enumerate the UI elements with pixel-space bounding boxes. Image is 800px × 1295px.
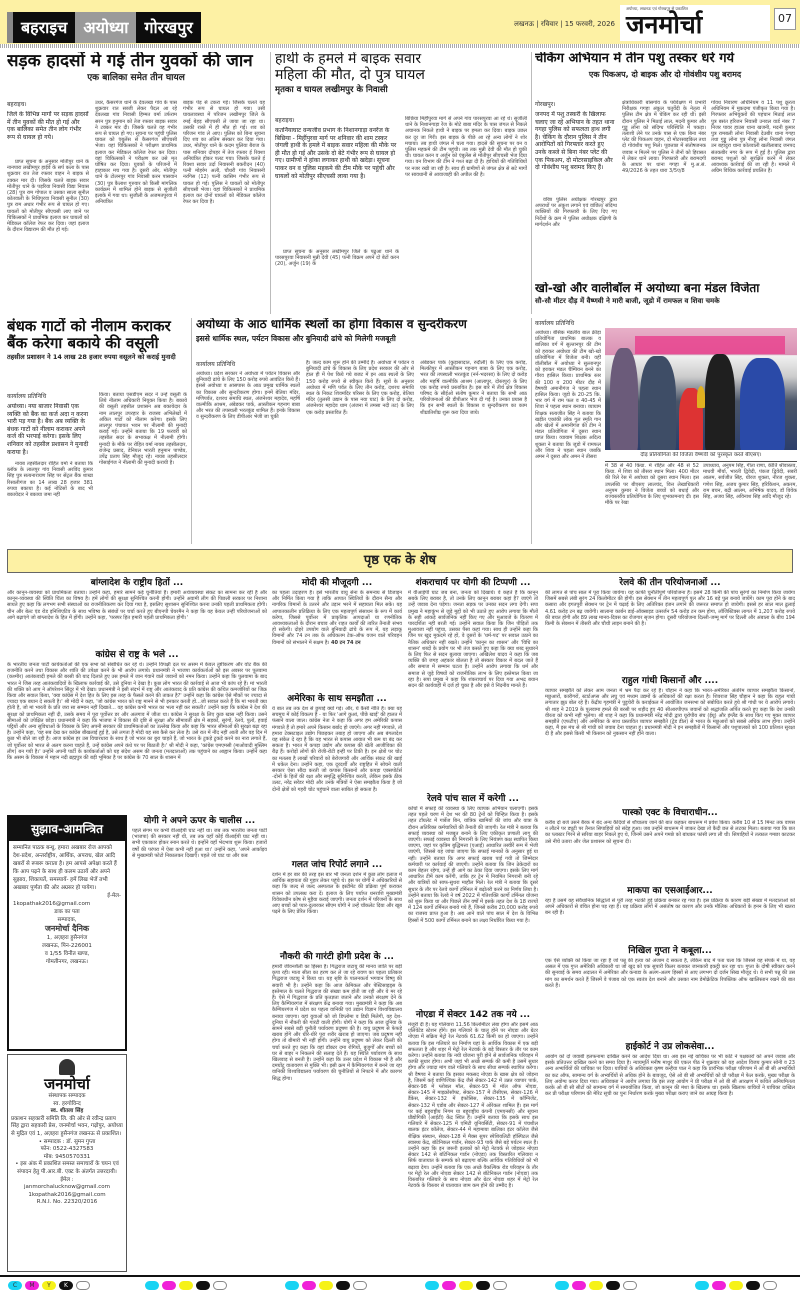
refer-text: हमारी जीवनशैली का हिस्सा है। गिद्धराज जटायु की मानव जाति पर बड़ी कृपा रही। माता सीता का हरण कर ले जा रहे रावण का पहला प्रतिकार गिद्धराज जटायु ने किया था। यह सृष्टि के पालनकर्ता भगवान विष्णु की सवारी भी है। उन्होंने कहा कि आज केमिकल और पेस्टिसाइड्स के इस्तेमाल के चलते गिद्धराज की संख्या कम होती जा रही और ये मर रहे हैं। ऐसे में गिद्धराज के प्रति कृतज्ञता जताने और उनको संरक्षण देने के लिए कैम्पियरगंज में संरक्षण केंद्र बनाया गया। मुख्यमंत्री ने कहा कि अब कैम्पियरगंज में प्रदेश का पहला वानिकी एवं उद्यान विज्ञान विश्वविद्यालय बनाया जाएगा। यहां युवाओं को जो डिप्लोमा व डिग्री मिलेगी, वह देश-दुनिया में नौकरी की गारंटी वाली होगी। योगी ने कहा कि आज दुनिया के सामने सबसे बड़ी चुनौती पर्यावरण प्रदूषण की है। वायु प्रदूषण से फेफड़े खराब होंगे और धीरे-धीरे पूरा शरीर खराब हो जाएगा। जब प्रदूषण नहीं होगा तो बीमारी भी नहीं होगी। उन्होंने वायु प्रदूषण को लेकर दिल्ली की चर्चा करते हुए कहा कि वहां डॉक्टर दमा रोगियों, बुजुर्गों और बच्चों को घर से बाहर न निकलने की सलाह देते हैं। यह स्थिति पर्यावरण के साथ खिलवाड़ से बनती है। उन्होंने कहा कि उत्तर प्रदेश में विकास भी है और दमघोंटू वातावरण से मुक्ति भी। इसी क्रम में कैम्पियरगंज में बनने जा रहा वानिकी विश्वविद्यालय पर्यावरण की चुनौतियों से निपटने में और कारगर सिद्ध होगा।: [272, 964, 402, 1082]
yellow-mark: [179, 1281, 193, 1290]
tab-bahraich[interactable]: बहराइच: [13, 12, 75, 43]
story2-dateline-box: [275, 116, 399, 125]
story4-dateline-box: [7, 392, 93, 401]
refer-kicker: माकपा का एसआईआर...: [627, 886, 713, 896]
black-mark: [196, 1281, 210, 1290]
email-link[interactable]: 1kopathak2016@gmail.com: [13, 901, 91, 907]
refer-kicker: हाईकोर्ट ने उप्र लोकसेवा...: [625, 1042, 715, 1052]
section-tabs: [7, 12, 201, 43]
story3-dateline: गोरखपुर।: [535, 100, 617, 109]
story1-col3: बाइक पेड़ से टकरा गई। जिसके चलते वह गंभीर रूप से घायल हो गया। उसी घायलावस्था में परिजन लखीमपुर जिले के रमई बेहड़ सीएचसी ले जाया जा रहा था। उसकी रास्ते में ही मौत हो गई। शव को परिजन गांव ले आए। पुलिस को बिना सूचना दिए शव का अंतिम संस्कार कर दिया गया। उधर, मोतीपुर थाने के कदम पुलिया बैराज के पास शनिवार दोपहर में तेज रफ्तार ई रिक्शा अनियंत्रित होकर पलट गया। जिसके चलते ई रिक्शा सवार उर्दा निवासनी बकरीदन (40) पत्नी मोहर्रम अली, चौधरी गांव निवासनी नरगिस (12) पत्नी कासिम गंभीर रूप से घायल हो गई। पुलिस ने घायलों को मोतीपुर सीएचसी भेजा। वहां चिकित्सकों ने प्राथमिक इलाज कर दोनों घायलों को मेडिकल कॉलेज रेफर कर दिया है।: [183, 100, 265, 206]
photo-person: [705, 354, 735, 450]
column-rule: [270, 52, 271, 314]
trophy-icon: [697, 386, 705, 408]
story2-col1-text: प्राप्त सूचना के अनुसार लखीमपुर जिले के पढुआ थाने के पारसपुरवा निवासनी मुन्नी देवी (45) पत्नी विक्रम अपने दो बेटों करन (20), अर्जुन (19) के: [275, 249, 399, 268]
story1-headline: सड़क हादसों मे गई तीन युवकों की जान: [7, 52, 253, 71]
logo-tagline: अयोध्या, लखनऊ एवं गोरखपुर से प्रकाशित: [626, 6, 688, 11]
refer-text: मंजूरी दी है। यह गलियारा 11.56 किलोमीटर लंबा होगा और इसमें आठ एलिवेटेड स्टेशन होंगे। इस गलियारे के चालू होने पर नोएडा और ग्रेटर नोएडा में सक्रिय मेट्रो रेल नेटवर्क 61.62 किमी का हो जाएगा। उन्होंने बताया कि इस गलियारे का निर्माण यहां के आर्थिक विकास में एक बड़ी सफलता है और शहर में मेट्रो रेल नेटवर्क के बड़े विस्तार के तौर पर काम करेगा। उन्होंने बताया कि नयी योजना पूरी होने से सार्वजनिक परिवहन में काफी सुधार होगा। अभी जहां भी अच्छे सम्पर्क की कमी है उसमें सुधार होगा और ज्यादा मांग वाले गलियारे के साथ सीधा सम्पर्क स्थापित करेगा। श्री वैष्णव ने बताया कि इसका मकसद नोएडा के खास क्षेत्र को जोड़ना है, जिसमें कई वाणिज्यिक केंद्र जैसे सेक्टर-142 में उन्नत व्यापार पार्क, सेक्टर-98 में ग्लोबल मॉल, सेक्टर-93 में मॉल ऑफ नोएडा, सेक्टर-145 में माइक्रोसॉफ्ट, सेक्टर-157 में टीसीएस, सेक्टर-126 में डैंकेस, सेक्टर-132 में इंफोसिस, सेक्टर-135 में कॉग्निजेंट, सेक्टर-132 में एडोब और सेक्टर-127 में ओरेकल शामिल हैं। इस मार्ग पर कई बहुराष्ट्रीय निगम या बहुराष्ट्रीय कंपनी (एमएनसी) और सूचना प्रौद्योगिकी (आईटी) केंद्र स्थित हैं। उन्होंने बताया कि इसके साथ इस गलियारे में सेक्टर-125 में एमिटी यूनिवर्सिटी, सेक्टर-91 में पंचशील बालक इंटर कॉलेज, सेक्टर-44 में महामाया बालिका इंटर कॉलेज जैसे शैक्षिक संस्थान, सेक्टर-128 में मैक्स सुपर स्पेशियलिटी हॉस्पिटल जैसे स्वास्थ्य केंद्र, बॉटेनिकल गार्डन, सेक्टर-93 पार्क जैसे बड़े पर्यटन स्थल हैं। उन्होंने कहा कि इन जरूरी इलाकों को मेट्रो नेटवर्क से जोड़कर नोएडा सेक्टर 142 से बॉटेनिकल गार्डन (नोएडा) तक विस्तारित गलियारा न सिर्फ यातायात के सम्पर्क को बढ़ाएगा बल्कि आर्थिक गतिविधियों को भी बढ़ावा देगा। उन्होंने बताया कि एक अच्छे वैकल्पिक रोड परिवहन के तौर पर मेट्रो रेल और नोएडा सेक्टर 142 से बॉटेनिकल गार्डन (नोएडा) तक विस्तारित गलियारे के साथ नोएडा और ग्रेटर नोएडा शहर में मेट्रो रेल नेटवर्क के विस्तार से यातायात जाम कम होने की उम्मीद है।: [408, 1022, 538, 1190]
refer-text: दर्शन में हर बार की तरह इस बार भी जनता दर्शन में कुछ लोग इलाज में आर्थिक सहायता की गुहार लेकर पहुंचे थे। इस पर योगी ने अधिकारियों से कहा कि जल्द से जल्द अस्पताल के इस्टीमेट की प्रक्रिया पूर्ण कराकर शासन को उपलब्ध करा दें। इलाज के लिए पर्याप्त धनराशि मुख्यमंत्री विवेकाधीन कोष से मुहैया कराई जाएगी। जनता दर्शन में परिजनों के साथ आए बच्चों को प्यार-दुलारकर सीएम योगी ने उन्हें चॉकलेट दिया और खूब पढ़ने के लिए प्रेरित किया।: [272, 872, 402, 916]
cyan-mark: [285, 1281, 299, 1290]
paper-name: जनमोर्चा दैनिक: [44, 924, 90, 933]
story5-dateline: कार्यालय प्रतिनिधि: [196, 360, 300, 369]
masthead: [0, 0, 800, 44]
address-line: गोमतीनगर, लखनऊ।: [46, 959, 88, 965]
registration-marks: [695, 1281, 777, 1290]
story4-col1: [7, 461, 93, 544]
refer-kicker: शंकराचार्य पर योगी की टिप्पणी ...: [415, 578, 531, 588]
story4-dateline: कार्यालय प्रतिनिधि: [7, 392, 93, 401]
refer-text: में वीआईपी घाट जब बना, जनता को दिखायें। वे कहते हैं कि कानून सबके लिए बराबर है, तो उनके लिए कानून बराबर कहां है? जाएंगे तो उन्हें जवाब देना पड़ेगा। जनता सड़क पर उनका सदन लगा देगी। सपा प्रमुख ने महाकुंभ से जुड़े मुद्दों को भी उठाते हुए आरोप लगाया कि मौतों के सही आंकड़े सार्वजनिक नहीं किए गए और मुआवजे के वितरण में पारदर्शिता नहीं बरती गई। उन्होंने सवाल किया कि जिन पीड़ितों तक मुआवजा नहीं पहुंचा, उसका पैसा कहां गया। साथ ही उन्होंने कहा कि जिन पर खुद मुकदमे रहे हों, वे दूसरों के 'धर्म-पद' पर सवाल उठाने का नैतिक अधिकार नहीं रखते। उन्होंने 'कानून का शासन' और 'विधि का शासन' शब्दों के प्रयोग पर भी तंज कसते हुए कहा कि क्या शब्द सुधारने के लिए फिर से सदन बुलाया जाएगा। अखिलेश यादव ने कहा कि जब व्यक्ति की जगह अहंकार बोलता है तो संस्कार विकार में बदल जाते हैं और समाज में सम्मान घटता है। उन्होंने आरोप लगाया कि धर्म और समाज से जुड़े विषयों को राजनीतिक लाभ के लिए इस्तेमाल किया जा रहा है। सपा प्रमुख ने कहा कि शंकराचार्य पर दिया गया अभद्र बयान सदन की कार्यवाही में दर्ज हो चुका है और इसे वे निंदनीय मानते हैं।: [408, 590, 538, 690]
refer-text: करीब दो बजे उसने बैरक में बंद अन्य कैदियों से शौचालय जाने की बात कहकर बाथरूम में प्रवेश किया। करीब 10 से 15 मिनट तक वापस न लौटने पर ड्यूटी पर तैनात सिपाहियों को संदेह हुआ। जब उन्होंने बाथरूम में जाकर देखा तो कैदी छत से लटका मिला। बताया गया कि छत का प्लास्टर गिरने से सरिया बाहर निकले हुए थे, जिनमें उसने अपने गमछे को बांधकर फांसी लगा ली थी। सिपाहियों ने तत्काल गमछा काटकर उसे नीचे उतारा और जेल प्रशासन को सूचना दी।: [545, 820, 795, 845]
founder-name: स्व. हरगोविन्द: [53, 1100, 81, 1107]
newspaper-logo: [620, 5, 770, 41]
story5-head: [196, 318, 527, 358]
yellow-mark: [729, 1281, 743, 1290]
story5-col3: अंबेडकर पार्क (कुड़ासादात, रुदौली) के लिए एक करोड़, मिल्कीपुर में आस्तीकन गहनाग बाबा के लिए एक करोड़, भरत की तपस्थली भरतकुंड (नर्न-भदरसा) के लिए दो करोड़ और महर्षि वाल्मीकि आश्रम (आलापुर, दोस्तपुर) के लिए एक करोड़ रुपये प्रस्तावित है। इस बारे में तीर्थ क्षेत्र विकास परिषद के सीईओ संतोष कुमार ने बताया कि सभी आठ परियोजनाओं की डीपीआर भेज दी गई है। उनका प्रयास है कि इन सभी स्थलों के विकास व सुन्दरीकरण का काम शीघ्रातिशीघ्र शुरू करा दिया जाये।: [420, 360, 527, 416]
black-mark: [606, 1281, 620, 1290]
editor-label: सम्पादक,: [57, 917, 77, 923]
story3-lead: जनपद में पशु तस्करी के खिलाफ चलाए जा रहे अभियान के तहत थाना गगहा पुलिस को सफलता हाथ लगी है। चेकिंग के दौरान पुलिस ने तीन आरोपितों को गिरफ्तार करते हुए उनके कब्जे से बिना नंबर प्लेट की एक पिकअप, दो मोटरसाइकिल और दो गोवंशीय पशु बरामद किए हैं।: [535, 111, 615, 172]
story2-headline-2: महिला की मौत, दो पुत्र घायल: [275, 66, 425, 83]
story4-col2: किया। बताया एसडीएम सदर ने उन्हें वसूली के लिये नीलाम अधिकारी नियुक्त किया है। बकाये की वसूली तहसील प्रशासन अब बकायेदार के नाम लालपुर उपरहार के राजस्व अभिलेखों में अंकित गाटों को नीलाम करेगा। इसके लिए लालपुर पंचायत भवन पर नीलामी की मुनादी कराई गई। उन्होंने बताया कि 19 फरवरी को तहसील सदर के सभाकक्ष में नीलामी होगी। मुनादी के मौके पर रोहित वर्मा नायब तहसीलदार, राजेन्द्र प्रसाद, डेनियल भारती हनुमान पाण्डेय, उपेंद्र प्रताप सिंह मौजूद रहे। नायब तहसीलदार गोसाईगंज ने नीलामी की मुनादी करायी है।: [99, 392, 187, 467]
story5-col1: अयोध्या। प्रदेश सरकार ने अयोध्या में पर्यटन विकास और बुनियादी ढांचे के लिए 150 करोड़ रुपये आवंटित किये हैं। इससे अयोध्या व आसपास के आठ प्रमुख धार्मिक स्थलों का विकास और सुन्दरीकरण होगा। इनमें बेतिया मंदिर, मणिपर्वत, दशरथ समाधि स्थल, अंजनेश्वर महादेव, महर्षि वाल्मीकि आश्रम, अंबेडकर पार्क, आस्तीकन गहनाग बाबा और भरत की तपस्थली भरतकुंड शामिल हैं। इनके विकास व सुन्दरीकरण के लिए डीपीआर भेजी जा चुकी: [196, 371, 300, 421]
crosshair-icon: [623, 1281, 637, 1290]
yellow-mark: [319, 1281, 333, 1290]
registration-marks: [555, 1281, 637, 1290]
story1-lead: जिले के विभिन्न मार्गो पर सड़क हादसों में तीन युवकों की मौत हो गई और एक बालिका समेत तीन लोग गंभीर रूप से घायल हो गये।: [7, 111, 89, 141]
story5-headline: अयोध्या के आठ धार्मिक स्थलों का होगा विकास व सुन्दरीकरण: [196, 318, 467, 331]
refer-kicker: रेलवे की तीन परियोजनाओं ...: [619, 578, 721, 588]
refer-text: का पहला उदाहरण है। इसे भारतीय वायु सेना के समन्वय से डिजाइन और निर्मित किया गया है ताकि आपात स्थितियों के दौरान सैन्य और नागरिक विमानों के उतरने और उड़ान भरने में सहायता मिल सके। यह आपातकालीन प्रतिक्रिया के लिए एक महत्वपूर्ण संसाधन के रूप में कार्य करेगा, जिससे पूर्वोत्तर में प्राकृतिक आपदाओं या रणनीतिक आवश्यकताओं के दौरान बचाव और राहत कार्यों की त्वरित तैनाती संभव हो सकेगी। दोहरे उपयोग वाले बुनियादी ढांचे के रूप में, यह लड़ाकू विमानों और 74 टन तक के अधिकतम टेक-ऑफ वजन वाले परिवहन विमानों को संभालने में सक्षम है।: [272, 590, 402, 646]
address-line: लखनऊ, पिन-226001: [42, 943, 92, 949]
publisher-line: प्रकाशन सहकारी समिति लि. की ओर से रवीन्द्र प्रताप सिंह द्वारा सहकारी प्रेस, जनमोर्चा भवन, गढ़ोपुर, अयोध्या से मुद्रित एवं 1, अज़हरा हुसैनगंज लखनऊ से प्रकाशित।: [11, 1115, 123, 1137]
continued-section-band: पृष्ठ एक के शेष: [7, 549, 793, 573]
refer-kicker: रेलवे पांच साल में करेगी ...: [427, 794, 519, 804]
refer-kicker: पास्को एक्ट के विचाराधीन...: [622, 808, 718, 818]
editor-line: • सम्पादक : डॉ. सुमन गुप्ता: [38, 1138, 96, 1145]
story6-col2: में 38 से 40 किग्रा. में रोहित और 48 से 52 किग्रा. में शिवा को तीसरा स्थान मिला। 400 मीटर की रिले रेस में अयोध्या को दूसरा स्थान मिला। इस उपलब्धि पर बीएसए लालचंद, वित्त लेखाधिकारी अनुपम कुमार ने विजेता बच्चों को बधाई और राज्यस्तरीय प्रतियोगिता के लिए शुभकामनाएं दीं। इस मौके पर रेखा: [605, 463, 699, 507]
refer-text: पहले संगम पर कभी वीआईपी घाट नहीं था। जब तक भारतीय जनता पार्टी (भाजपा) की सरकार नहीं थी, तब तक वहाँ कोई वीआईपी घाट नहीं था। सभी एकाकार होकर स्नान करते थे। इन्होंने वहाँ भेदभाव शुरू किया। हजारों वर्षों की परंपरा में ऐसा कभी नहीं हुआ था।' उन्होंने कहा, 'अपने आर्काइव से मुख्यमंत्री फोटो निकालकर दिखाएँ। पहले जो घाट था और कब: [132, 828, 267, 859]
bottom-rule: [0, 1275, 800, 1277]
registration-marks: [145, 1281, 227, 1290]
rni-number: R.N.I. No. 22320/2016: [36, 1199, 98, 1206]
story6-dateline-box: [535, 319, 601, 328]
refer-kicker: योगी ने अपने ऊपर के चालीस ...: [143, 816, 256, 826]
refer-text: की लागत से पांच साल में पूरा किया जायेगा। यह काफी चुनौतीपूर्ण परियोजना है। इसमें 28 किमी की पांच सुरंगों का निर्माण किया जायेगा जिसमें सबसे लंबी सुरंग 24 किलोमीटर की होगी। इस सेक्शन में तीन महत्वपूर्ण पुल और 16 बड़े पुल बनाये जायेंगे। काम पूरा होने के बाद कसारा और इगतपुरी सेक्शन पर ट्रेन में चढ़ाई के लिए अतिरिक्त इंजन लगाने की जरूरत समाप्त हो जायेगी। इससे हर साल माल ढुलाई 4.61 करोड़ टन बढ़ जायेगी। सालाना कार्बन डाई-ऑक्साइड उत्सर्जन 54 करोड़ टन कम होगा, लॉजिस्टिक्स लागत में 1,207 करोड़ रुपये की बचत होगी और 89 लाख मानव-दिवस का रोजगार सृजन होगा। दूसरी परियोजना दिल्ली-जम्मू मार्ग पर दिल्ली और अंबाला के बीच 194 किमी के सेक्शन में तीसरी और चौथी लाइन बनाने की है।: [545, 590, 795, 628]
story4-lead: अयोध्या। नया बाजार निवासी एक व्यक्ति को बैंक का कर्ज अदा न करना भारी पड़ गया है। बैंक अब व्यक्ति के बंधक गाटों को नीलाम कराकर अपने कर्ज की भरपाई करेगा। इसके लिए शनिवार को तहसील प्रशासन ने मुनादी कराया है।: [7, 403, 89, 456]
refer-text: एक ऐसे व्यक्ति को किया जा रहा है जो पन्नू की हत्या को अंजाम दे सकता है, लेकिन बाद में पता चला कि जिससे वह संपर्क में था, वह असल में एक गुप्त अमेरिकी अधिकारी था जो खुद को एक सुपारी किलर बताकर जानकारी इकट्ठी कर रहा था। गुप्ता के दोषी स्वीकार करने की सुनवाई के समय अदालत में अमेरिका और कनाडा के अलग-अलग हिस्सों से आए लगभग दो दर्जन सिख मौजूद थे। ये सभी पन्नू की उस मांग का समर्थन करते हैं जिसमें वे पंजाब को एक स्वतंत्र देश बनाने और उसका नाम डेमोक्रेटिक रिपब्लिक ऑफ खालिस्तान रखने की बात करते हैं।: [545, 958, 795, 989]
founder-label: संस्थापक सम्पादक: [48, 1093, 86, 1099]
photo-person: [640, 356, 676, 450]
crosshair-icon: [493, 1281, 507, 1290]
refer-text: रहा है उसमें यह संवैधानिक सिद्धांतों से पूरी तरह भटकी हुई प्रक्रिया बनकर रह गया है। इस प्रक्रिया के कारण बड़ी संख्या में मतदाताओं को अपने अधिकारों से वंचित होना पड़ रहा है। यह प्रक्रिया लोगों में असंतोष का कारण और उनके मौलिक अधिकारों के हनन के लिए भी खतरा बन रही है।: [545, 898, 795, 917]
column-rule: [531, 318, 532, 544]
story2-dateline: बहराइच।: [275, 116, 399, 125]
refer-kicker: अमेरिका के साथ समझौता ...: [287, 694, 387, 704]
registration-marks: [8, 1281, 90, 1290]
tab-ayodhya[interactable]: अयोध्या: [75, 12, 136, 43]
story4-headline-2: बैंक करेगा बकाये की वसूली: [7, 333, 159, 352]
refer-text: और कानून-व्यवस्था को प्राथमिकता बताया। उन्होंने कहा, हमारे सामने कई चुनौतियां हैं। हमारी अर्थव्यवस्था संकट का सामना कर रही है और कानून-व्यवस्था की स्थिति चिंता का विषय है। हमें लोगों की सुरक्षा सुनिश्चित करनी होगी। उन्होंने अवामी लीग की पिछली सरकार पर निशाना साधते हुए कहा कि लगभग सभी संस्थाओं का राजनीतिकरण कर दिया गया है, इसलिए सुशासन सुनिश्चित करना उनकी पहली प्राथमिकता होगी। चीन और बेल्ट एंड रोड इनिशिएटिव के साथ भविष्य के संबंधों पर चर्चा करते हुए बीएनपी चेयरमैन ने कहा कि वह केवल उन्हीं परियोजनाओं को आगे बढ़ाएंगे जो बांग्लादेश के हित में होंगी। उन्होंने कहा, 'परस्पर हित हमारी पहली प्राथमिकता होगी।': [7, 590, 267, 621]
story1-dateline-box: [7, 100, 89, 109]
award-photo: [605, 328, 797, 450]
photo-person: [610, 348, 638, 450]
story4-col1-text: नायब तहसीलदार रोहित वर्मा ने बताया कि ब्लॉक के लालपुर गांव निवासी अरविंद कुमार सिंह पुत्र सत्यनारायण सिंह पर सेंट्रल बैंक शाखा रिसालीगंज का 14 लाख 28 हजार 381 रुपया बकाया है। कई नोटिसों के बाद भी बकायेदार ने बकाया जमा नहीं: [7, 461, 93, 499]
founder-name: स्व. शीतला सिंह: [50, 1108, 84, 1115]
magenta-mark: [162, 1281, 176, 1290]
crosshair-icon: [213, 1281, 227, 1290]
suggestions-body: सम्मानित पाठक बन्धु, हमारा अखबार रोज आपको देश-प्रदेश, अन्तर्राष्ट्रीय, आर्थिक, अपराध, खेल आदि खबरों से रूबरू कराता है। हम आपसे अपेक्षा करते हैं कि आप पढ़ने के साथ ही कलम उठायें और अपने सुझाव, शिकायतें, समस्यायें- हमें लिख भेजें तभी अखबार पूर्णता की ओर अग्रसर हो पायेगा।: [13, 845, 117, 891]
refer-kicker: निखिल गुप्ता ने कबूला...: [628, 946, 712, 956]
registration-marks: [285, 1281, 367, 1290]
story4-subhead: तहसील प्रशासन ने 14 लाख 28 हजार रुपया वसूलने को कराई मुनादी: [7, 352, 176, 361]
postal-label: डाक का पता: [54, 909, 80, 915]
yellow-mark: Y: [42, 1281, 56, 1290]
cyan-mark: [555, 1281, 569, 1290]
story3-col1: [535, 197, 617, 279]
cyan-mark: C: [8, 1281, 22, 1290]
story1-subhead: एक बालिका समेत तीन घायल: [87, 73, 185, 84]
refer-text: ये बात तब तक देश से छुपाई क्यों गई। और, ये कैसी नीति है। क्या यह सचमुच में कोई विकल्प है - या फिर 'आगे कुआं, पीछे खाई' की हालत में फंसाने वाला जाल। कांग्रेस नेता ने कहा कि अगर हम अमेरिकी कपास मंगवाते हैं तो हमारे अपने किसान बर्बाद हो जाएंगे। अगर नहीं मंगवाते, तो हमारा टेक्सटाइल उद्योग पिछड़कर तबाह हो जाएगा और अब बंगलादेश यह संकेत दे रहा है कि वह भारत से कपास आयात भी कम या बंद कर सकता है। भारत में कपड़ा उद्योग और कपास की खेती आजीविका की रीढ़ हैं। करोड़ों लोगों की रोजी-रोटी इन्हीं पर टिकी है। इन क्षेत्रों पर चोट का मतलब है लाखों परिवारों को बेरोजगारी और आर्थिक संकट की खाई में धकेल देना। उन्होंने कहा, एक दूरदर्शी और राष्ट्रहित में सोचने वाली सरकार ऐसा सौदा करती जो कपास किसानों और कपड़ा एक्सपोर्टर्स -दोनों के हितों की रक्षा और समृद्धि सुनिश्चित करती, लेकिन इसके ठीक उलट, नरेंद्र सरेंडर मोदी और उनके मंत्रियों ने ऐसा समझौता किया है जो दोनों क्षेत्रों को गहरी चोट पहुंचाने वाला साबित हो सकता है।: [272, 706, 402, 793]
email-label: ईमेल :: [60, 1176, 74, 1183]
column-rule: [191, 318, 192, 544]
masthead-rule: [0, 44, 800, 48]
refer-kicker: बांग्लादेश के राष्ट्रीय हितों ...: [90, 578, 184, 588]
registration-marks: [425, 1281, 507, 1290]
weight-figure: 40 टन: [330, 639, 345, 646]
refer-kicker: राहुल गांधी किसानों और ....: [621, 676, 719, 686]
magenta-mark: M: [25, 1281, 39, 1290]
story1-col1-text: प्राप्त सूचना के अनुसार मोतीपुर थाने के नानपारा लखीमपुर हाईवे के सर्प कला के पास शुक्रवार रात तेज रफ्तार वाहन ने बाइक से टक्कर मार दी। जिसके चलते बाइक सवार मोतीपुर थाने के पड़रिया निवासी विद्या निवास (28) पुत्र राम गोपाल व उसका साला सुनील कोतवाली के निधिपुरवा निवासी सुनील (30) पुत्र राम अधार गंभीर रूप से घायल हो गए। घायलों को मोतीपुर सीएचसी लाए जाने पर चिकित्सकों ने प्राथमिक इलाज कर घायलों को मेडिकल कॉलेज रेफर कर दिया। जहां इलाज के दौरान विद्याराम की मौत हो गई।: [7, 159, 89, 234]
tab-gorakhpur[interactable]: गोरखपुर: [136, 12, 200, 43]
story3-col2: क्षेत्राधिकारी बांसगांव के पर्यवेक्षण में प्रभारी निरीक्षक गगहा अंकुल चतुर्वेदी के नेतृत्व में पुलिस टीम क्षेत्र में चेकिंग कर रही थी। इसी दौरान पुलिस ने मिठाई लाल, मदनी कुमार और गुड्डू लोना को संदिग्ध परिस्थिति में पकड़ा। तलाशी लेने पर उनके पास से एक बिना नंबर प्लेट की पिकअप वाहन, दो मोटरसाइकिल तथा दो गोवंशीय पशु मिले। पूछताछ में संतोषजनक जवाब न मिलने पर पुलिस ने तीनों को हिरासत में लेकर थाने लाया। गिरफ्तारी और बरामदगी के आधार पर थाना गगहा में मु.अ.सं. 49/2026 के तहत धारा 3/5ए/8: [622, 100, 706, 175]
photo-stage-banner: [635, 336, 785, 354]
column-rule: [531, 52, 532, 314]
logo-text: जनमोर्चा: [626, 10, 703, 39]
story1-col1: [7, 159, 89, 314]
story6-dateline: कार्यालय प्रतिनिधि: [535, 319, 601, 328]
story2-headline-1: हाथी के हमले में बाइक सवार: [275, 52, 422, 67]
address-line: 1, अज़हरा हुसैनगंज: [46, 935, 88, 941]
phone-line: फोन: 0522-4327583: [40, 1146, 94, 1153]
story2-col1: [275, 249, 399, 314]
refer-text: आयोग को दो जवाबी हलफनामा दाखिल करने का आदेश दिया था। अब इस नई याचिका पर भी कोर्ट ने पक्षकारों को अपने जवाब और इसके प्रतिउत्तर दाखिल करने का समय दिया है। न्यायमूर्ति मनीष माथुर की एकल पीठ ने शुक्रवार को यह आदेश विजय कुमार सोनी व 23 अन्य अभ्यर्थियों की याचिका पर दिया। याचियों के अधिवक्ता कृष्ण कन्हैया पाल ने कहा कि प्रारंभिक परीक्षा परिणाम में ओ बी सी अभ्यर्थियों का कट ऑफ, सामान्य वर्ग के अभ्यर्थियों से अधिक होने के बावजूद, ऐसे ओ बी सी अभ्यर्थियों को प्री परीक्षा में फेल करके, मुख्य परीक्षा के लिए अयोग्य करार दिया गया। अधिवक्ता ने आरोप लगाया कि इस तरह आयोग ने प्री परीक्षा में ओ बी सी आरक्षण में कथित अनियमितता करके ओ बी सी सीटों को सामान्य वर्ग में समायोजित किया, जो कानून की मंशा के खिलाफ था। इसके खिलाफ याचियों ने याचिका दाखिल कर प्री परीक्षा परिणाम की मेरिट सूची का पुनः निर्धारण करके मुख्य परीक्षा कराए जाने का आग्रह किया है।: [545, 1054, 795, 1098]
mobile-line: मोब: 9450570331: [43, 1153, 91, 1160]
story6-col3: उपाध्याय, अनुपम सिंह, गीता राणा, कीर्ति श्रीवास्तव, माधवी मौर्या, भारती द्विवेदी, पंकज द्विवेदी, सबरी आलम, सर्वजीत सिंह, धीरज शुक्ला, नीरज शुक्ला, गणेश सिंह, अजय कुमार सिंह, हरिकिशन, अकरम, राम बचन, बद्री आलम, अभिषेक यादव, डॉ विवेक सिंह, अजय सिंह, अविनाश सिंह आदि मौजूद रहे।: [703, 463, 797, 501]
refer-text-block: [272, 590, 402, 690]
issue-dateline: लखनऊ | रविवार | 15 फरवरी, 2026: [514, 20, 615, 28]
responsibility-note: • इस अंक में प्रकाशित समस्त समाचारों के चयन एवं संपादन हेतु पी.आर.बी. एक्ट के अंतर्गत उत्तरदायी।: [15, 1161, 119, 1175]
story5-subhead: इससे धार्मिक स्थल, पर्यटन विकास और बुनियादी ढांचे को मिलेगी मजबूती: [196, 334, 396, 344]
email-label: ई-मेल-: [107, 893, 121, 899]
imprint-logo: जनमोर्चा: [44, 1075, 90, 1093]
story3-headline: चेकिंग अभियान में तीन पशु तस्कर धरे गये: [535, 52, 735, 66]
page-number: 07: [774, 8, 796, 30]
pen-nib-icon: [59, 1059, 75, 1075]
cyan-mark: [145, 1281, 159, 1290]
story6-col1: अयोध्या। बेसिक मंडलीय बाल क्रीड़ा प्रतियोगिता प्राथमिक बालक व बालिका वर्ग में सुल्तानपुर की टीम को हराकर अयोध्या की टीम खो-खो प्रतियोगिता में विजेता बनी। वहीं वॉलीबॉल में अयोध्या ने सुल्तानपुर को हराकर मंडल चैम्पियन बनने का गौरव हासिल किया। प्राथमिक स्तर की 100 व 200 मीटर दौड़ में वैष्णवी अमानीगंज ने पहला स्थान हासिल किया। जूडो के 20-25 कि. भार वर्ग में राम फल व 40-45 में शिवा ने पहला स्थान बनाया। व्यायाम शिक्षक सत्यजीत सिंह ने बताया कि खड़ीत एकांकी लोक गुल स्मृति गान और खेलों में अमानीगंज की टीम ने मंडल प्रतियोगिता में दूसरा स्थान प्राप्त किया। व्यायाम शिक्षक अदित्य शुक्ला ने बताया कि जूडो में रामफल और शिवा ने पहला स्थान जबकि अमन ने दूसरा और अमन ने तीसरा: [535, 330, 601, 461]
story3-dateline-box: [535, 100, 617, 109]
photo-person: [740, 358, 785, 450]
magenta-mark: [712, 1281, 726, 1290]
story2-subhead: मृतका व घायल लखीमपुर के निवासी: [275, 85, 388, 96]
crosshair-icon: [353, 1281, 367, 1290]
story5-col2: है। जल्द काम शुरू होने की उम्मीदें हैं। अयोध्या में पर्यटन व बुनियादी ढांचे के विकास के लिए प्रदेश सरकार की ओर से हाल ही में पेश किये गये बजट में इन आठ स्थलों के लिए 150 करोड़ रुपये से स्वीकृत किये हैं। सूत्रों के अनुसार अयोध्या में मणि पर्वत के लिए तीन करोड़, दशरथ समाधि स्थल के निकट शिवमंदिर परिसर के लिए एक करोड़, बेतिया मंदिर (तुलसी उद्यान के पास नया घाट) के लिए दो करोड़, अंजनेश्वर महादेव धाम (अंजना में तमसा नदी तट) के लिए एक करोड़ प्रस्तावित हैं।: [306, 360, 414, 416]
refer-text: कोचों में सफाई की व्यवस्था के लिए व्यापक अभियान चलाएगी। इसके तहत पहले चरण में देश भर की 80 ट्रेनों को चिन्हित किया है। इसके तहत टॉयलेट में गार्बेज बिन, यांत्रिक खामियों की जांच और यात्रा के दौरान अतिरिक्त कर्मचारियों की तैनाती की जाएगी। रेल मंत्री ने बताया कि सफाई व्यवस्था को मजबूत बनाने के लिए एकीकृत प्रणाली लागू की जाएगी। सफाई व्यवस्था की निगरानी के लिए नियंत्रण कक्ष स्थापित किया जाएगा, जहां पर कृत्रिम बुद्धिमत्ता (एआई) आधारित तस्वीरें रूम में भेजी जाएंगी, जिससे यह जांचा जाएगा कि सफाई मानकों के अनुसार हुई या नहीं। उन्होंने बताया कि अगर सफाई खराब पाई गयी तो जिम्मेदार कर्मचारी पर कार्रवाई की जाएगी। उन्होंने बताया कि जिन ठेकेदारों का काम बेहतर रहेगा, उन्हें ही आगे का ठेका दिया जाएगा। इसके लिए मार्ग आधारित टीमें काम करेंगी, ताकि हर ट्रेन में नियमित निगरानी बनी रहे और यात्रियों को साफ-सुथरा माहौल मिले। रेल मंत्री ने बताया कि दूसरे सुधार के तौर पर रेलवे कार्गो टर्मिनल में बढ़ोतरी करने का निर्णय लिया है। उन्होंने बताया कि रेलवे ने वर्ष 2022 में गतिशक्ति कार्गो टर्मिनल योजना को शुरू किया था और पिछले तीन वर्षों में इसके तहत देश के 18 राज्यों में 124 कार्गो टर्मिनल बनाये गये हैं, जिनसे करीब 20,000 करोड़ रुपये का राजस्व प्राप्त हुआ है। अब आने वाले पांच साल में देश के विभिन्न हिस्सों में 500 कार्गो टर्मिनल बनाने का लक्ष्य निर्धारित किया गया है।: [408, 806, 538, 924]
black-mark: [476, 1281, 490, 1290]
story2-col2: बिछिया मिहींपुरवा मार्ग से अपने गांव पारसपुरवा आ रहे थे। सुजौली थाने के निशानगाड़ा रेंज के मोटे बाबा मंदिर के पास जंगल से निकले अचानक निकले हाथी ने बाइक पर हमला कर दिया। बाइक उछल कर दूर जा गिरी। इस बाइक के पीछे आ रहे अन्य लोगों ने शोर मचाया। तब हाथी जंगल में चला गया। हादसे की सूचना पर वन व पुलिस महकमे की टीम पहुंची। तब तक मुन्नी देवी की मौत हो चुकी थी। घायल करन व अर्जुन को एंबुलेंस से मोतीपुर सीएचसी भेज दिया गया। वन विभाग की टीम ने गश्त बढ़ा दी है। हाथियों की गतिविधियों पर नजर रखी जा रही है। साथ ही ग्रामीणों से जंगल क्षेत्र से सटे मार्गों पर सावधानी से आवाजाही की अपील की है।: [405, 116, 527, 178]
story4-headline-1: बंधक गाटों को नीलाम कराकर: [7, 318, 171, 335]
black-mark: [746, 1281, 760, 1290]
story6-head: [535, 282, 797, 318]
story1-head: [7, 52, 265, 98]
story2-head: [275, 52, 527, 114]
refer-kicker: नोएडा में सेक्टर 142 तक नये ...: [415, 1010, 531, 1020]
yellow-mark: [459, 1281, 473, 1290]
refer-kicker: नौकरी की गारंटी होगी प्रदेश के ...: [280, 952, 394, 962]
suggestions-box: [7, 815, 127, 1051]
cyan-mark: [425, 1281, 439, 1290]
story2-lead: कतर्नियाघाट वन्यजीव प्रभाग के निशानगाड़ा वनरेंज के बिछिया - मिहींपुरवा मार्ग पर शनिवार की शाम टस्कर जंगली हाथी के हमले में बाइक सवार महिला की मौके पर ही मौत हो गई और उसके दो बेटे गंभीर रूप से घायल हो गए। ग्रामीणों ने हांका लगाकर हाथी को खदेड़ा। सूचना पाकर वन व पुलिस महकमे की टीम मौके पर पहुंची और घायलों को मोतीपुर सीएचसी लाया गया है।: [275, 127, 397, 180]
email-link[interactable]: 1kopathak2016@gmail.com: [28, 1191, 106, 1198]
refer-kicker: गलत जांच रिपोर्ट लगाने ...: [291, 860, 383, 870]
black-mark: K: [59, 1281, 73, 1290]
story6-subhead: सौ-सौ मीटर दौड़ में वैष्णवी ने मारी बाजी, जूडो में रामफल व शिवा चमके: [535, 297, 720, 306]
yellow-mark: [589, 1281, 603, 1290]
story1-col2: उधर, कैसरगंज थाने के देवलखा गांव के पास शुक्रवार रात सब्जी लेकर पैदल आ रहे देवलखा गांव निवासी हिम्मत वर्मा उर्फराम सरन पुत्र हनुमान को तेज रफ्तार बाइक सवार ने टक्कर मार दी। जिसके चलते वह गंभीर रूप से घायल हो गए। सूचना पर पहुंची पुलिस घायल को एंबुलेंस से कैसरगंज सीएचसी भेजा। वहां चिकित्सकों ने परीक्षण प्राथमिक इलाज कर मेडिकल कॉलेज रेफर कर दिया। वहां चिकित्सकों ने परीक्षण कर उसे मृत घोषित कर दिया। युवकों के परिजनों में हाहाकार मच गया है। दूसरी ओर, मोतीपुर थाने के टोलनपुर गांव निवासी करन पासवान (30) पुत्र कैलाश गुरुवार को किसी मांगलिक कार्यक्रम में शामिल होने बाइक से सुजौली इलाके में गया था। सुजौली के अजमतपुरवा में अनियंत्रित: [95, 100, 177, 206]
black-mark: [336, 1281, 350, 1290]
story3-subhead: एक पिकअप, दो बाइक और दो गोवंशीय पशु बरामद: [588, 69, 742, 79]
weight-figure: 74 टन: [346, 639, 361, 646]
story3-col3: गोवध निवारण अधिनियम व 11 पशु क्रूरता अधिनियम में मुकदमा पंजीकृत किया गया है। गिरफ्तार अभियुक्तों की पहचान मिठाई लाल पुत्र बसंत हरिजन निवासी उनवल वार्ड नंबर 7 निजर पावर हाउस थाना खजनी, मदनी कुमार पुत्र रामबली लोना निवासी देउबीर थाना गगहा तथा गुड्डू लोना पुत्र नीरहू लोना निवासी जंगल उन बहादुरा थाना कोतवाली खलीलाबाद जनपद संतकबीर नगर के रूप में हुई है। पुलिस द्वारा बरामद पशुओं को सुरक्षित करने में लेकर आवश्यक कार्रवाई की जा रही है। मामले में अग्रिम विधिक कार्रवाई प्रचलित है।: [711, 100, 795, 175]
address-line: व 1/55 विनीत खण्ड,: [44, 951, 90, 957]
suggestions-title: सुझाव-आमन्त्रित: [9, 817, 125, 841]
refer-text: के भारतीय जनता पार्टी कार्यकर्ताओं की एक सभा को संबोधित कर रहे थे। उन्होंने विपक्षी दल पर असम में केवल तुष्टीकरण और वोट बैंक की राजनीति करने तथा विकास और शांति की उपेक्षा करने के भी आरोप लगाये। प्रधानमंत्री ने भाजपा कार्यकर्ताओं को इस अवसर पर पुलवामा (कश्मीर) आतंकवादी हमले की बरसी की याद दिलाते हुए उस हमले में जान गंवाने वाले जवानों को नमन किया। उन्होंने कहा कि पुलवामा के बाद भारत ने जिस तरह आतंकवादियों के खिलाफ कार्रवाई की, उसे दुनिया ने देखा है। कुछ लोग भारत की कार्रवाई से आज भी कांप रहे हैं। मां भारती की शक्ति को आप ने ऑपरेशन सिंदूर में भी देखा। प्रधानमंत्री ने इसी संदर्भ में राष्ट्र और आतंकवाद के प्रति कांग्रेस की कथित कमजोरियों का जिक्र किया और सवाल किया, 'क्या कांग्रेस में देश हित के लिए इस तरह के फैसले करने की ताकत है?' उन्होंने कहा कि कांग्रेस ऐसे मौकों पर ज्यादा से ज्यादा एक बयान दे सकती है।' श्री मोदी ने कहा, 'जो कांग्रेस भारत को राष्ट्र मानने से भी इनकार करती हो...जो सवाल करते हैं कि मां भारती क्या होती है, जो मां भारती के प्रति जरा सा सम्मान नहीं दिखाते... वह कांग्रेस कभी भारत का भला नहीं कर सकती।' उन्होंने कहा कि कांग्रेस ने देश की सुरक्षा को प्राथमिकता नहीं दी, उसके समय में पूरा पूर्वोत्तर डर और अलगाव में जीता था। कांग्रेस ने सुरक्षा के लिए कुछ खास नहीं किया। उसने सीमाओं को उपेक्षित छोड़ा। प्रधानमंत्री ने कहा कि भाजपा ने विकास की दृष्टि से सुरक्षा और सीमावर्ती क्षेत्र में सड़कों, सुरंगों, रेलवे, पुलों, हवाई पट्टियों और अन्य सुविधाओं के विकास के लिए अपनी सरकार की प्राथमिकताओं का उल्लेख किया और कहा कि भारत सीमाओं की सुरक्षा बढ़ा रहा है। उन्होंने कहा, 'यह सब देख कर कांग्रेस बौखलाई हुई है, उसे लगता है मोदी यह सब कैसे कर लेता है। उसे रात में नींद नहीं आती और वह दिन में कुछ भी बोले जा रही है। आज कांग्रेस हर उस विचारधारा के साथ है जो भारत का बुरा चाहते हैं, जो भारत के टुकड़े टुकड़े करने का नारा लगाते हैं, जो पूर्वोत्तर को भारत से अलग करना चाहते हैं, उन्हें कांग्रेस अपने कंधे पर पर बिठाती है।' श्री मोदी ने कहा, 'कांग्रेस एमएमसी (माओवादी मुस्लिम लीग) बन गयी है।' उन्होंने अपनी पार्टी के कार्यकर्ताओं को यह संदेश असम की जनता (मतदाताओं) तक पहुंचाने का आह्वान किया। उन्होंने कहा कि असम के विकास में महान नदी ब्रह्मपुत्र की बड़ी भूमिका है पर कांग्रेस के 70 साल के शासन में: [7, 662, 267, 762]
cyan-mark: [695, 1281, 709, 1290]
refer-text: व्यापार समझौते को लेकर आम जनता में भ्रम पैदा कर रहे हैं। चौहान ने कहा कि भारत-अमेरिका अंतरिम व्यापार समझौता किसानों, मछुआरों, कारीगरों, स्टार्टअप्स और लघु एवं मध्यम उद्यमों के अधिकारों की रक्षा करता है। शिवराज सिंह चौहान ने कहा कि राहुल गांधी लगातार झूठ बोल रहे हैं। केंद्रीय गृहमंत्री ने पुडुचेरी के कराईकल में आयोजित जनसभा को संबोधित करते हुये श्री गांधी पर ये आरोप लगाये। श्री शाह ने 2019 के पुलवामा हमले की बरसी पर शहीद हुए 40 सीआरपीएफ जवानों को श्रद्धांजलि अर्पित करते हुए कहा कि देश उनकी वीरता को कभी नहीं भूलेगा। श्री शाह ने कहा कि प्रधानमंत्री नरेंद्र मोदी द्वारा यूरोपीय संघ (ईयू) और इंग्लैंड के साथ किए गए मुक्त व्यापार समझौते (एफटीए) और अमेरिका के साथ प्रस्तावित व्यापार समझौते (ट्रेड डील) से भारत के मछुआरों को सबसे अधिक लाभ होगा। उन्होंने कहा, मैं इस मंच से श्री गांधी को जवाब देना चाहता हूं। प्रधानमंत्री मोदी ने इन समझौतों में किसानों और पशुपालकों को 100 प्रतिशत सुरक्षा दी है और इससे किसी भी किसान को नुकसान नहीं होने वाला।: [545, 688, 795, 738]
email-link[interactable]: janmorchalucknow@gmail.com: [24, 1184, 110, 1191]
story3-head: [535, 52, 795, 98]
magenta-mark: [572, 1281, 586, 1290]
story1-dateline: बहराइच।: [7, 100, 89, 109]
story6-headline: खो-खो और वालीबॉल में अयोध्या बना मंडल विजेता: [535, 282, 760, 295]
magenta-mark: [442, 1281, 456, 1290]
story5-dateline-box: [196, 360, 300, 369]
crosshair-icon: [763, 1281, 777, 1290]
story4-head: [7, 318, 187, 390]
story3-col1-text: वरिष्ठ पुलिस अधीक्षक गोरखपुर द्वारा अपराधों पर अंकुश लगाने एवं वांछित/ संदिग्ध व्यक्तियों की गिरफ्तारी के लिए दिए गए निर्देशों के क्रम में पुलिस अधीक्षक दक्षिणी के मार्गदर्शन और: [535, 197, 617, 228]
refer-kicker: मोदी की मौजूदगी ...: [301, 578, 373, 588]
crosshair-icon: [76, 1281, 90, 1290]
magenta-mark: [302, 1281, 316, 1290]
photo-caption: दौड़ प्रतियोगिता की विजेता वैष्णवी को पुरस्कृत करते बीएसए।: [605, 452, 797, 462]
refer-text-wide: [7, 662, 267, 812]
refer-kicker: कांग्रेस से राष्ट्र के भले ...: [95, 650, 179, 660]
imprint-box: [7, 1054, 127, 1272]
